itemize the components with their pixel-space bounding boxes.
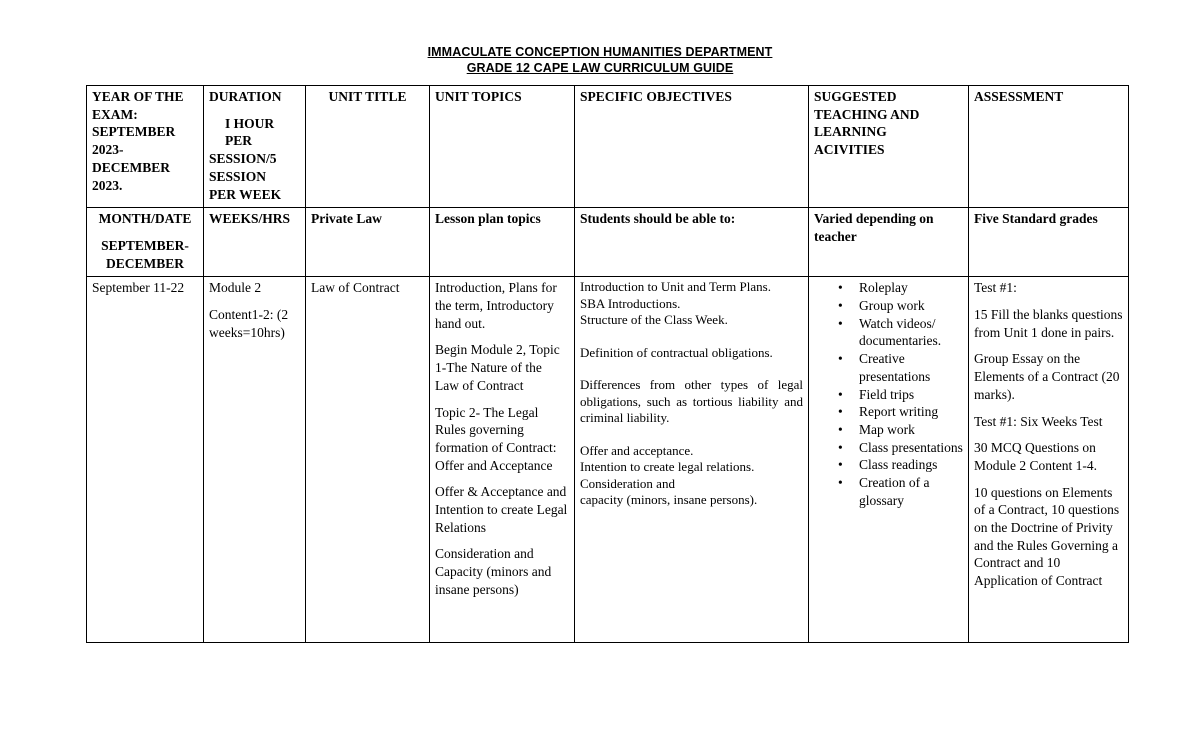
duration-value-line: SESSION/5: [209, 151, 277, 167]
assessment-paragraph: Test #1: Six Weeks Test: [974, 413, 1103, 429]
lesson-plan-topics-cell: Lesson plan topics: [430, 208, 575, 277]
varied-activities-cell: Varied depending on teacher: [809, 208, 969, 277]
duration-value-line: PER WEEK: [209, 186, 282, 202]
activity-item: [838, 439, 963, 457]
activity-text: Report writing: [859, 404, 939, 420]
module-label: Module 2: [209, 280, 262, 296]
header-row: [87, 86, 1129, 208]
year-of-exam-cell: [87, 86, 204, 208]
bullet-icon: •: [838, 439, 843, 455]
activity-text: Group work: [859, 298, 925, 314]
activities-header-line: LEARNING: [814, 124, 887, 140]
activity-text: Creative presentations: [859, 351, 931, 384]
subheader-row: [87, 208, 1129, 277]
curriculum-table: [86, 85, 1129, 643]
objective-definition: Definition of contractual obligations.: [580, 344, 773, 360]
topic-paragraph: Begin Module 2, Topic 1-The Nature of the Law of Contract: [435, 342, 560, 393]
duration-cell: [204, 86, 306, 208]
objective-line: SBA Introductions.: [580, 295, 681, 311]
activity-item: [838, 403, 963, 421]
unit-title-header: UNIT TITLE: [306, 86, 430, 208]
activity-item: [838, 474, 963, 509]
assessment-paragraph: 10 questions on Elements of a Contract, 10 questions on the Doctrine of Privity and the Rules Governing a Contract and 10 Application of Contract: [974, 484, 1120, 589]
activity-item: [838, 315, 963, 350]
month-range-line: DECEMBER: [105, 255, 184, 271]
assessment-header: ASSESSMENT: [969, 86, 1129, 208]
objective-line: capacity (minors, insane persons).: [580, 492, 758, 508]
topic-paragraph: Introduction, Plans for the term, Introductory hand out.: [435, 280, 557, 331]
unit-cell: Law of Contract: [306, 277, 430, 643]
content-row: [87, 277, 1129, 643]
objective-line: Intention to create legal relations.: [580, 459, 755, 475]
year-line: SEPTEMBER: [92, 124, 176, 140]
activity-item: [838, 456, 963, 474]
activities-cell: [809, 277, 969, 643]
topic-paragraph: Offer & Acceptance and Intention to create Legal Relations: [435, 484, 568, 535]
duration-value-line: I HOUR PER: [225, 115, 275, 149]
document-subtitle: GRADE 12 CAPE LAW CURRICULUM GUIDE: [466, 61, 734, 75]
unit-topics-header: UNIT TOPICS: [430, 86, 575, 208]
bullet-icon: •: [838, 315, 843, 331]
activity-text: Roleplay: [859, 280, 908, 296]
activities-header-line: SUGGESTED: [814, 89, 897, 104]
activity-text: Watch videos/ documentaries.: [859, 315, 942, 349]
module-content: Content1-2: (2 weeks=10hrs): [209, 307, 289, 340]
bullet-icon: •: [838, 475, 843, 491]
month-date-label: MONTH/DATE: [98, 211, 192, 227]
year-line: 2023-: [92, 142, 124, 158]
objective-line: Structure of the Class Week.: [580, 312, 728, 328]
activities-header-line: ACIVITIES: [814, 142, 885, 158]
year-line: DECEMBER: [92, 159, 171, 175]
activity-item: [838, 279, 963, 297]
activity-item: [838, 386, 963, 404]
month-date-cell: [87, 208, 204, 277]
activity-text: Field trips: [859, 386, 915, 402]
activity-text: Class readings: [859, 457, 938, 473]
activity-text: Map work: [859, 421, 915, 437]
bullet-icon: •: [838, 351, 843, 367]
assessment-paragraph: 30 MCQ Questions on Module 2 Content 1-4.: [974, 440, 1097, 473]
duration-value-line: SESSION: [209, 168, 267, 184]
students-able-cell: Students should be able to:: [575, 208, 809, 277]
bullet-icon: •: [838, 386, 843, 402]
assessment-paragraph: Group Essay on the Elements of a Contract (20 marks).: [974, 351, 1120, 402]
year-line: EXAM:: [92, 106, 138, 122]
activity-item: [838, 297, 963, 315]
objective-differences: Differences from other types of legal obligations, such as tortious liability and criminal liability.: [580, 377, 803, 426]
document-title: IMMACULATE CONCEPTION HUMANITIES DEPARTMENT: [427, 45, 773, 59]
date-cell: September 11-22: [87, 277, 204, 643]
objectives-cell: [575, 277, 809, 643]
objective-line: Consideration and: [580, 475, 675, 491]
bullet-icon: •: [838, 298, 843, 314]
bullet-icon: •: [838, 421, 843, 437]
year-line: 2023.: [92, 177, 123, 193]
activity-text: Creation of a glossary: [859, 475, 930, 508]
module-cell: [204, 277, 306, 643]
assessment-paragraph: Test #1:: [974, 280, 1017, 296]
topic-paragraph: Consideration and Capacity (minors and insane persons): [435, 546, 552, 597]
private-law-cell: Private Law: [306, 208, 430, 277]
weeks-hrs-cell: WEEKS/HRS: [204, 208, 306, 277]
activity-item: [838, 421, 963, 439]
five-standard-grades-cell: Five Standard grades: [969, 208, 1129, 277]
bullet-icon: •: [838, 404, 843, 420]
year-line: YEAR OF THE: [92, 89, 184, 104]
assessment-cell: [969, 277, 1129, 643]
activity-item: [838, 350, 963, 385]
activities-header: [809, 86, 969, 208]
month-range-line: SEPTEMBER-: [101, 237, 189, 253]
objective-line: Offer and acceptance.: [580, 442, 694, 458]
objective-line: Introduction to Unit and Term Plans.: [580, 279, 771, 295]
bullet-icon: •: [838, 457, 843, 473]
bullet-icon: •: [838, 280, 843, 296]
activity-text: Class presentations: [859, 439, 963, 455]
assessment-paragraph: 15 Fill the blanks questions from Unit 1 done in pairs.: [974, 307, 1123, 340]
activities-list: [814, 279, 963, 509]
activities-header-line: TEACHING AND: [814, 106, 920, 122]
specific-objectives-header: SPECIFIC OBJECTIVES: [575, 86, 809, 208]
topic-paragraph: Topic 2- The Legal Rules governing formation of Contract: Offer and Acceptance: [435, 404, 557, 473]
topics-cell: [430, 277, 575, 643]
duration-label: DURATION: [209, 89, 282, 104]
